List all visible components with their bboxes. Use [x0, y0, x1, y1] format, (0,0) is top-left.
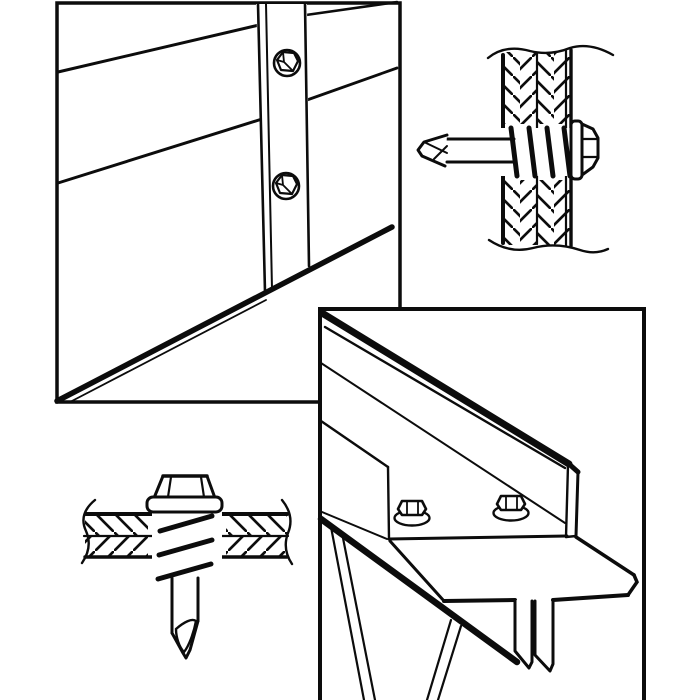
girt-attachment-illustration	[320, 309, 644, 700]
hex-bolt-icon	[274, 50, 300, 76]
girt-notch-edge	[388, 467, 389, 539]
hex-bolt-icon	[273, 173, 299, 199]
hex-screw-icon	[494, 496, 529, 521]
screw-flange	[571, 121, 582, 179]
screw-flange	[147, 497, 222, 512]
hex-screw-icon	[395, 501, 430, 526]
batten-strip	[256, 4, 310, 297]
